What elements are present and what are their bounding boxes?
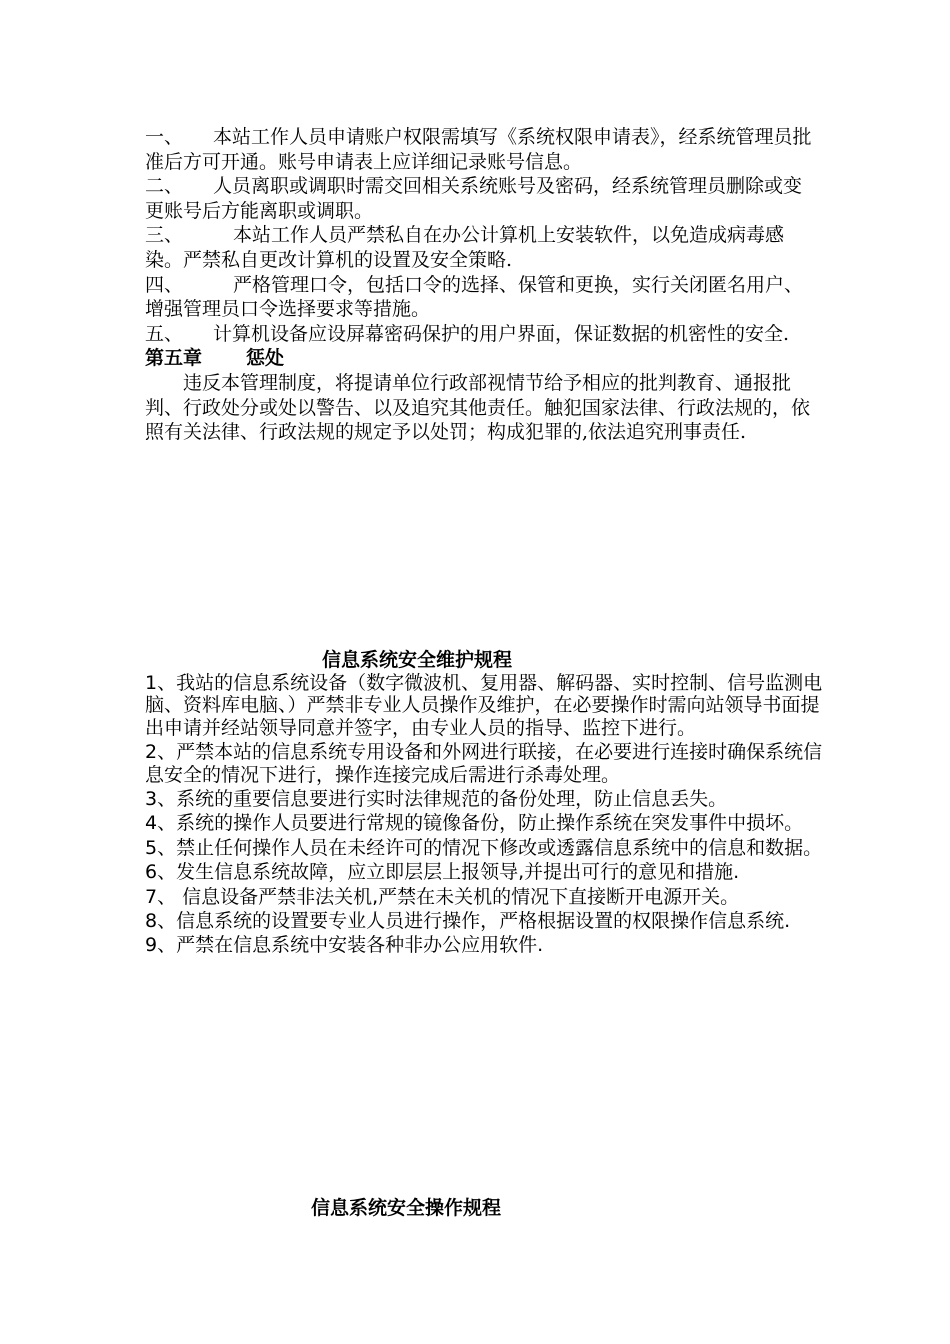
rule-text: 人员离职或调职时需交回相关系统账号及密码，经系统管理员删除或变更账号后方能离职或调职。 <box>145 175 803 222</box>
list-item: 8、信息系统的设置要专业人员进行操作，严格根据设置的权限操作信息系统. <box>145 910 791 933</box>
maintenance-list <box>145 672 825 959</box>
list-item: 2、严禁本站的信息系统专用设备和外网进行联接，在必要进行连接时确保系统信息安全的情况下进行，操作连接完成后需进行杀毒处理。 <box>145 741 823 786</box>
maintenance-title: 信息系统安全维护规程 <box>322 649 513 671</box>
chapter-body: 违反本管理制度，将提请单位行政部视情节给予相应的批判教育、通报批判、行政处分或处以警告、以及追究其他责任。触犯国家法律、行政法规的，依照有关法律、行政法规的规定予以处罚；构成犯罪的,依法追究刑事责任. <box>145 371 811 444</box>
rule-number: 三、 <box>145 224 184 247</box>
rule-text: 计算机设备应设屏幕密码保护的用户界面，保证数据的机密性的安全. <box>213 322 790 345</box>
rule-item-5 <box>145 322 820 347</box>
rule-text: 本站工作人员严禁私自在办公计算机上安装软件，以免造成病毒感染。严禁私自更改计算机的设置及安全策略. <box>145 224 785 271</box>
rule-item-4 <box>145 273 820 322</box>
rule-item-3 <box>145 223 820 272</box>
list-item: 5、禁止任何操作人员在未经许可的情况下修改或透露信息系统中的信息和数据。 <box>145 836 823 859</box>
list-item: 1、我站的信息系统设备（数字微波机、复用器、解码器、实时控制、信号监测电脑、资料库电脑、）严禁非专业人员操作及维护，在必要操作时需向站领导书面提出申请并经站领导同意并签字，由专业人员的指导、监控下进行。 <box>145 672 823 739</box>
rules-section <box>145 125 820 445</box>
rule-item-2 <box>145 174 820 223</box>
chapter-number: 第五章 <box>145 347 203 370</box>
chapter-heading <box>145 346 820 371</box>
operation-title: 信息系统安全操作规程 <box>311 1197 502 1219</box>
chapter-name: 惩处 <box>246 347 285 370</box>
rule-number: 一、 <box>145 126 184 148</box>
rule-text: 本站工作人员申请账户权限需填写《系统权限申请表》，经系统管理员批准后方可开通。账号申请表上应详细记录账号信息。 <box>145 126 812 173</box>
rule-number: 五、 <box>145 322 184 345</box>
list-item: 7、 信息设备严禁非法关机,严禁在未关机的情况下直接断开电源开关。 <box>145 885 740 908</box>
rule-number: 四、 <box>145 273 184 296</box>
list-item: 3、系统的重要信息要进行实时法律规范的备份处理，防止信息丢失。 <box>145 788 728 811</box>
rule-item-1 <box>145 125 820 174</box>
list-item: 9、严禁在信息系统中安装各种非办公应用软件. <box>145 934 544 957</box>
list-item: 4、系统的操作人员要进行常规的镜像备份，防止操作系统在突发事件中损坏。 <box>145 812 804 835</box>
rule-text: 严格管理口令，包括口令的选择、保管和更换，实行关闭匿名用户、增强管理员口令选择要求等措施。 <box>145 273 804 321</box>
list-item: 6、发生信息系统故障，应立即层层上报领导,并提出可行的意见和措施. <box>145 861 740 884</box>
rule-number: 二、 <box>145 175 184 198</box>
